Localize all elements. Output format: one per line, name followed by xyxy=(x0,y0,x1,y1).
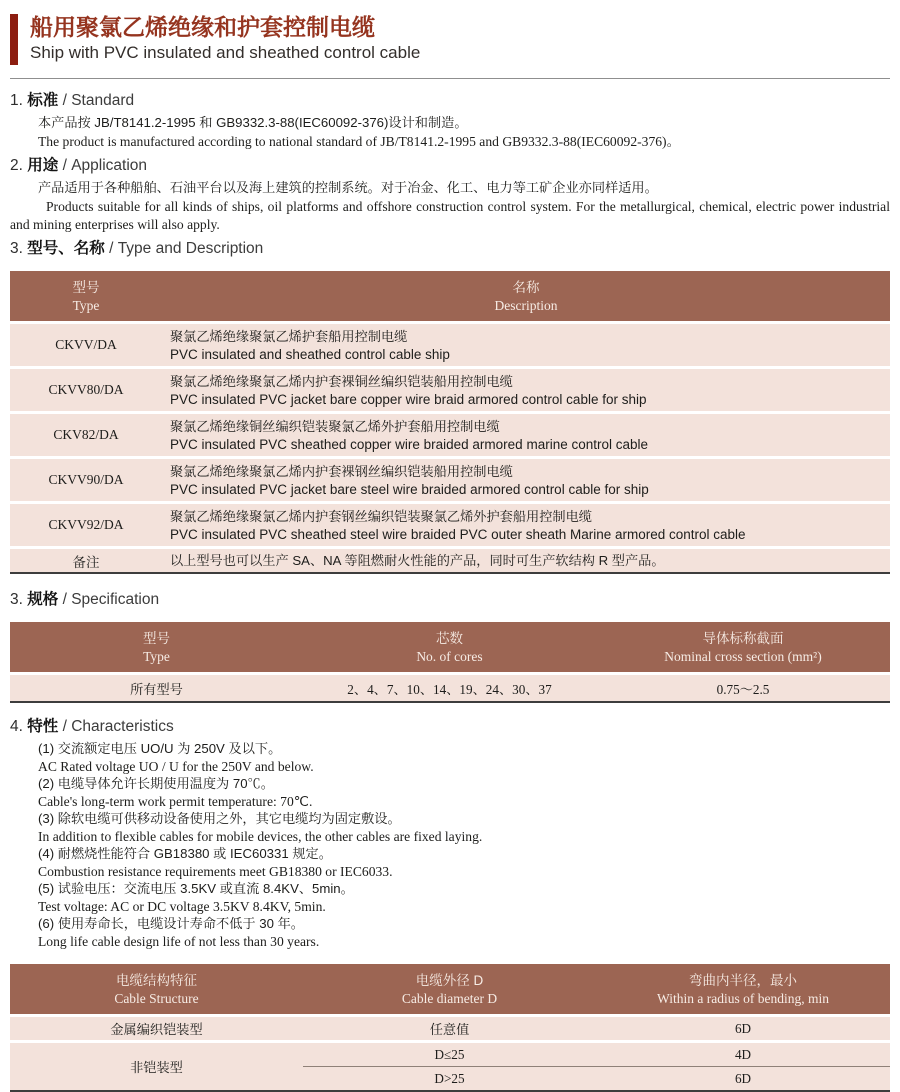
header-divider xyxy=(10,78,890,79)
section-number: 1. xyxy=(10,92,23,109)
diameter-cell: D≤25 xyxy=(303,1042,596,1067)
radius-cell: 4D xyxy=(596,1042,890,1067)
characteristic-item-zh: (4) 耐燃烧性能符合 GB18380 或 IEC60331 规定。 xyxy=(38,846,332,861)
characteristic-item-zh: (3) 除软电缆可供移动设备使用之外，其它电缆均为固定敷设。 xyxy=(38,811,401,826)
description-en: PVC insulated and sheathed control cable ship xyxy=(170,346,450,362)
masthead xyxy=(10,14,890,65)
characteristic-item-zh: (6) 使用寿命长，电缆设计寿命不低于 30 年。 xyxy=(38,916,304,931)
description-zh: 聚氯乙烯绝缘聚氯乙烯内护套钢丝编织铠装聚氯乙烯外护套船用控制电缆 xyxy=(170,508,592,524)
spec-cores-cell: 2、4、7、10、14、19、24、30、37 xyxy=(303,674,596,703)
section-title-en: / Standard xyxy=(62,92,135,109)
table-row xyxy=(10,1016,890,1042)
bending-header-row xyxy=(10,964,890,1016)
specification-table-head xyxy=(10,622,890,674)
characteristic-item-en: Test voltage: AC or DC voltage 3.5KV 8.4KV, 5min. xyxy=(38,898,326,914)
section-title-zh: 用途 xyxy=(27,157,59,174)
spec-section-cell: 0.75～2.5 xyxy=(596,674,890,703)
types-table-header-row xyxy=(10,271,890,323)
section-heading-specification xyxy=(10,590,890,610)
diameter-header-en: Cable diameter D xyxy=(401,990,498,1006)
spec-cores-column-header xyxy=(303,622,596,674)
note-label-cell: 备注 xyxy=(10,548,162,574)
title-accent-bar xyxy=(10,14,18,65)
diameter-header-zh: 电缆外径 D xyxy=(415,972,484,988)
radius-column-header xyxy=(596,964,890,1016)
bending-table-head xyxy=(10,964,890,1016)
type-code-cell: CKVV/DA xyxy=(10,323,162,368)
type-code-cell: CKV82/DA xyxy=(10,413,162,458)
section-number: 3. xyxy=(10,240,23,257)
section-title-zh: 标准 xyxy=(27,92,59,109)
diameter-cell: D>25 xyxy=(303,1067,596,1092)
description-en: PVC insulated PVC jacket bare steel wire braided armored control cable for ship xyxy=(170,481,649,497)
description-zh: 聚氯乙烯绝缘聚氯乙烯护套船用控制电缆 xyxy=(170,328,408,344)
type-code-cell: CKVV90/DA xyxy=(10,458,162,503)
standard-body-en: The product is manufactured according to national standard of JB/T8141.2-1995 and GB9332.3-88(IEC60092-376)。 xyxy=(38,134,681,149)
radius-cell: 6D xyxy=(596,1016,890,1042)
diameter-cell: 任意值 xyxy=(303,1016,596,1042)
spec-cores-header-en: No. of cores xyxy=(416,648,483,664)
section-heading-application xyxy=(10,156,890,176)
spec-section-header-zh: 导体标称截面 xyxy=(702,630,784,646)
spec-type-column-header xyxy=(10,622,303,674)
type-column-header xyxy=(10,271,162,323)
application-body-zh: 产品适用于各种船舶、石油平台以及海上建筑的控制系统。对于冶金、化工、电力等工矿企业亦同样适用。 xyxy=(38,180,658,195)
description-en: PVC insulated PVC jacket bare copper wire braid armored control cable for ship xyxy=(170,391,647,407)
table-row xyxy=(10,458,890,503)
page-title-en: Ship with PVC insulated and sheathed control cable xyxy=(30,43,421,62)
description-zh: 聚氯乙烯绝缘聚氯乙烯内护套裸铜丝编织铠装船用控制电缆 xyxy=(170,373,513,389)
page-title-zh: 船用聚氯乙烯绝缘和护套控制电缆 xyxy=(30,14,375,40)
type-code-cell: CKVV80/DA xyxy=(10,368,162,413)
section-heading-characteristics xyxy=(10,717,890,737)
standard-body-zh: 本产品按 JB/T8141.2-1995 和 GB9332.3-88(IEC60092-376)设计和制造。 xyxy=(38,115,468,130)
characteristic-item-zh: (1) 交流额定电压 UO/U 为 250V 及以下。 xyxy=(38,741,282,756)
description-column-header-en: Description xyxy=(494,297,558,313)
section-title-zh: 规格 xyxy=(27,591,59,608)
description-en: PVC insulated PVC sheathed copper wire braided armored marine control cable xyxy=(170,436,649,452)
note-text-cell xyxy=(162,548,890,574)
section-title-zh: 特性 xyxy=(27,718,59,735)
description-zh: 聚氯乙烯绝缘铜丝编织铠装聚氯乙烯外护套船用控制电缆 xyxy=(170,418,500,434)
section-title-en: / Application xyxy=(62,157,148,174)
table-row xyxy=(10,503,890,548)
structure-column-header xyxy=(10,964,303,1016)
description-cell xyxy=(162,503,890,548)
section-number: 3. xyxy=(10,591,23,608)
table-row xyxy=(10,674,890,703)
characteristic-item-zh: (2) 电缆导体允许长期使用温度为 70℃。 xyxy=(38,776,274,791)
type-column-header-en: Type xyxy=(72,297,100,313)
title-block xyxy=(30,14,420,65)
description-column-header xyxy=(162,271,890,323)
section-number: 2. xyxy=(10,157,23,174)
radius-header-en: Within a radius of bending, min xyxy=(657,990,829,1006)
characteristic-item-en: In addition to flexible cables for mobile devices, the other cables are fixed laying. xyxy=(38,828,483,844)
characteristic-item-zh: (5) 试验电压：交流电压 3.5KV 或直流 8.4KV、5min。 xyxy=(38,881,354,896)
table-row xyxy=(10,368,890,413)
structure-header-en: Cable Structure xyxy=(114,990,199,1006)
table-row xyxy=(10,323,890,368)
type-column-header-zh: 型号 xyxy=(72,279,100,295)
types-table-head xyxy=(10,271,890,323)
specification-header-row xyxy=(10,622,890,674)
section-title-en: / Specification xyxy=(62,591,160,608)
bending-table xyxy=(10,964,890,1092)
spec-cores-header-zh: 芯数 xyxy=(436,630,463,646)
description-en: PVC insulated PVC sheathed steel wire braided PVC outer sheath Marine armored control cable xyxy=(170,526,746,542)
types-table-body xyxy=(10,323,890,574)
description-zh: 聚氯乙烯绝缘聚氯乙烯内护套裸钢丝编织铠装船用控制电缆 xyxy=(170,463,513,479)
specification-table xyxy=(10,622,890,703)
description-cell xyxy=(162,458,890,503)
description-cell xyxy=(162,368,890,413)
structure-cell-merged: 非铠装型 xyxy=(10,1042,303,1092)
characteristic-item-en: Long life cable design life of not less than 30 years. xyxy=(38,933,320,949)
radius-header-zh: 弯曲内半径，最小 xyxy=(689,972,797,988)
application-body-en: Products suitable for all kinds of ships, oil platforms and offshore construction control system. For the metallurgical, chemical, electric power industrial and mining enterprises will also apply. xyxy=(10,199,890,232)
table-row xyxy=(10,413,890,458)
characteristic-item-en: AC Rated voltage UO / U for the 250V and below. xyxy=(38,758,314,774)
spec-type-header-en: Type xyxy=(143,648,170,664)
type-code-cell: CKVV92/DA xyxy=(10,503,162,548)
section-title-en: / Characteristics xyxy=(62,718,174,735)
diameter-column-header xyxy=(303,964,596,1016)
table-row xyxy=(10,1042,890,1067)
types-table xyxy=(10,271,890,574)
section-title-en: / Type and Description xyxy=(109,240,264,257)
structure-cell: 金属编织铠装型 xyxy=(10,1016,303,1042)
note-row xyxy=(10,548,890,574)
radius-cell: 6D xyxy=(596,1067,890,1092)
section-number: 4. xyxy=(10,718,23,735)
description-cell xyxy=(162,323,890,368)
characteristics-list xyxy=(10,740,890,950)
description-column-header-zh: 名称 xyxy=(512,279,540,295)
spec-section-header-en: Nominal cross section (mm²) xyxy=(664,648,822,664)
spec-section-column-header xyxy=(596,622,890,674)
spec-type-header-zh: 型号 xyxy=(143,630,170,646)
characteristic-item-en: Combustion resistance requirements meet GB18380 or IEC6033. xyxy=(38,863,393,879)
characteristic-item-en: Cable's long-term work permit temperature: 70℃. xyxy=(38,793,313,809)
note-text: 以上型号也可以生产 SA、NA 等阻燃耐火性能的产品，同时可生产软结构 R 型产品。 xyxy=(170,553,665,568)
specification-table-body xyxy=(10,674,890,703)
section-title-zh: 型号、名称 xyxy=(27,240,105,257)
section-heading-types xyxy=(10,239,890,259)
section-heading-standard xyxy=(10,91,890,111)
bending-table-body xyxy=(10,1016,890,1092)
description-cell xyxy=(162,413,890,458)
structure-header-zh: 电缆结构特征 xyxy=(116,972,197,988)
spec-type-cell: 所有型号 xyxy=(10,674,303,703)
